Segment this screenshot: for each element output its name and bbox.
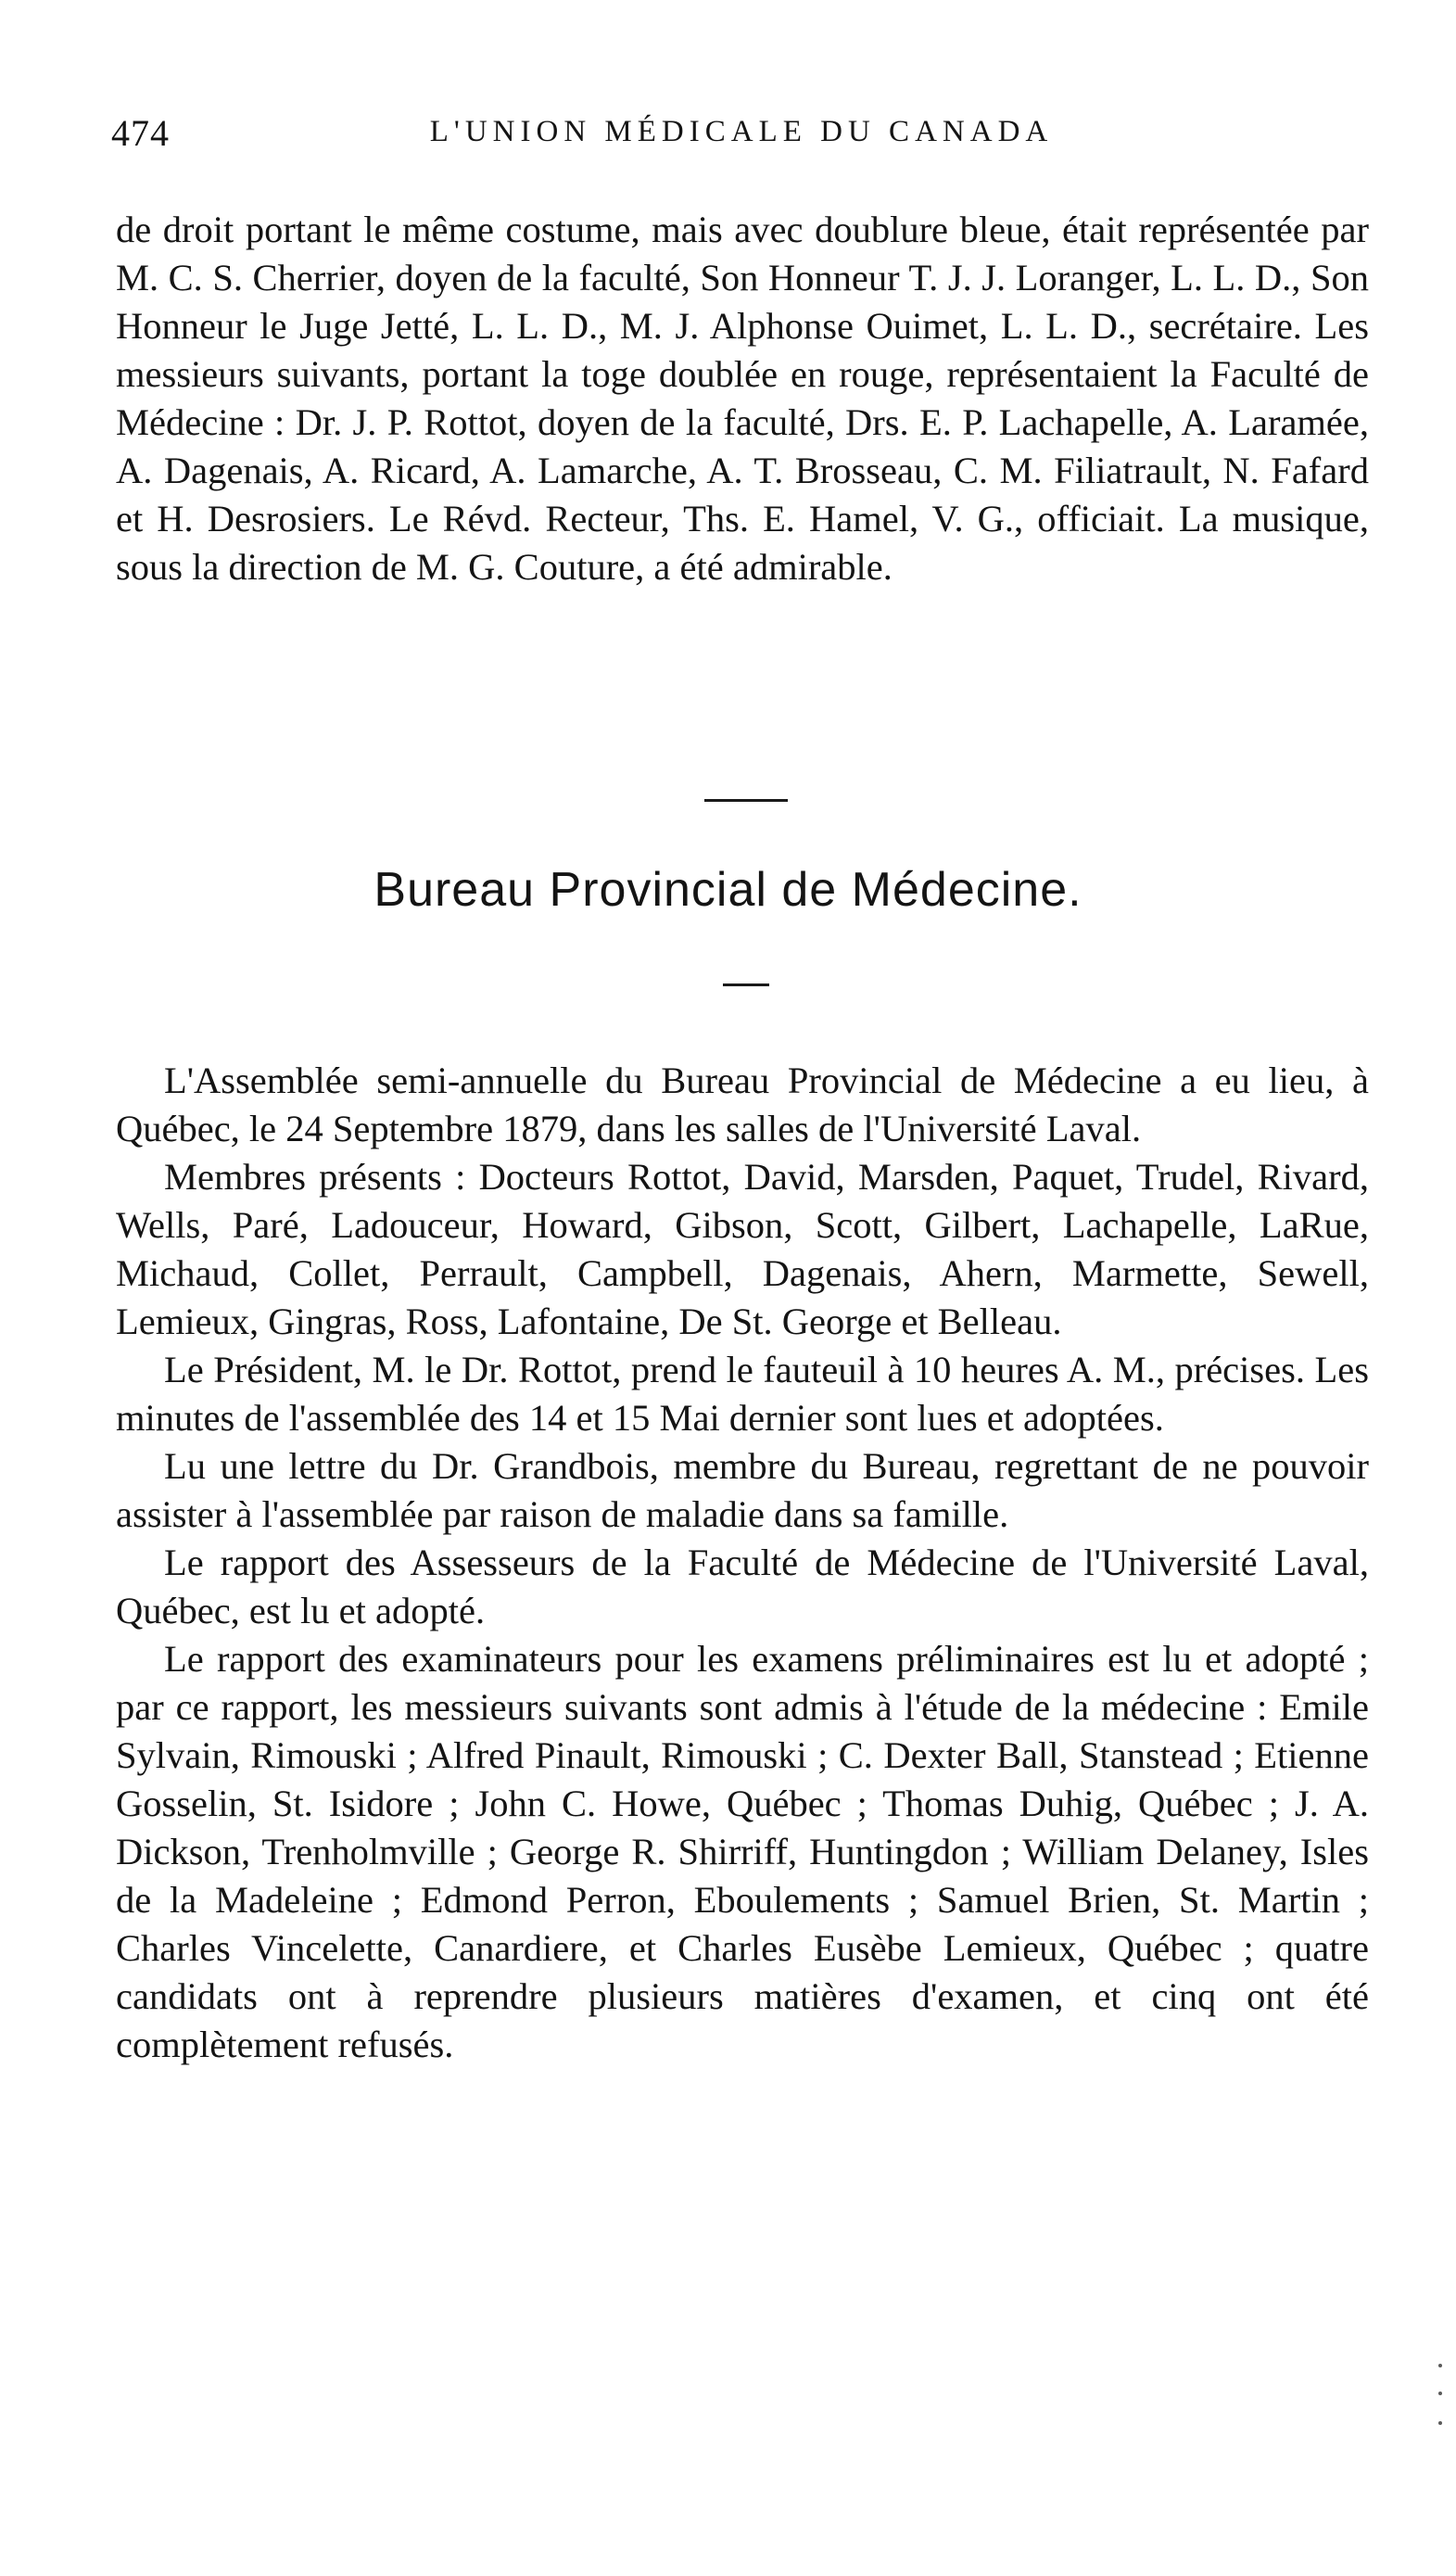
margin-speck xyxy=(1438,2392,1442,2395)
running-head xyxy=(111,111,1372,167)
continued-paragraph: de droit portant le même costume, mais avec doublure bleue, était représentée par M. C. S. Cherrier, doyen de la faculté, Son Honneur T. J. J. Loranger, L. L. D., Son Honneur le Juge Jetté, L. L. D., M. J. Alphonse Ouimet, L. L. D., secrétaire. Les messieurs suivants, portant la toge doublée en rouge, représentaient la Faculté de Médecine : Dr. J. P. Rottot, doyen de la faculté, Drs. E. P. Lachapelle, A. Laramée, A. Dagenais, A. Ricard, A. Lamarche, A. T. Brosseau, C. M. Filiatrault, N. Fafard et H. Desrosiers. Le Révd. Recteur, Ths. E. Hamel, V. G., officiait. La musique, sous la direction de M. G. Couture, a été admirable. xyxy=(116,209,1369,588)
margin-speck xyxy=(1438,2421,1442,2425)
page-number: 474 xyxy=(111,112,170,154)
paragraph-assessors-report: Le rapport des Assesseurs de la Faculté de Médecine de l'Université Laval, Québec, est lu et adopté. xyxy=(116,1542,1369,1631)
section-body xyxy=(116,1057,1369,2069)
continued-paragraph-block xyxy=(116,206,1369,591)
section-divider-top xyxy=(704,799,788,802)
paragraph-members-present: Membres présents : Docteurs Rottot, David, Marsden, Paquet, Trudel, Rivard, Wells, Paré, Ladouceur, Howard, Gibson, Scott, Gilbert, Lachapelle, LaRue, Michaud, Collet, Perrault, Campbell, Dagenais, Ahern, Marmette, Sewell, Lemieux, Gingras, Ross, Lafontaine, De St. George et Belleau. xyxy=(116,1156,1369,1342)
journal-title: L'UNION MÉDICALE DU CANADA xyxy=(429,115,1054,148)
paragraph-assembly: L'Assemblée semi-annuelle du Bureau Provincial de Médecine a eu lieu, à Québec, le 24 Septembre 1879, dans les salles de l'Université Laval. xyxy=(116,1060,1369,1149)
margin-speck xyxy=(1438,2364,1442,2367)
paragraph-letter: Lu une lettre du Dr. Grandbois, membre du Bureau, regrettant de ne pouvoir assister à l'assemblée par raison de maladie dans sa famille. xyxy=(116,1445,1369,1535)
section-divider-bottom xyxy=(723,983,769,986)
section-heading: Bureau Provincial de Médecine. xyxy=(373,863,1083,917)
paragraph-president: Le Président, M. le Dr. Rottot, prend le fauteuil à 10 heures A. M., précises. Les minutes de l'assemblée des 14 et 15 Mai dernier sont lues et adoptées. xyxy=(116,1349,1369,1439)
paragraph-examiners-report: Le rapport des examinateurs pour les examens préliminaires est lu et adopté ; par ce rapport, les messieurs suivants sont admis à l'étude de la médecine : Emile Sylvain, Rimouski ; Alfred Pinault, Rimouski ; C. Dexter Ball, Stanstead ; Etienne Gosselin, St. Isidore ; John C. Howe, Québec ; Thomas Duhig, Québec ; J. A. Dickson, Trenholmville ; George R. Shirriff, Huntingdon ; William Delaney, Isles de la Madeleine ; Edmond Perron, Eboulements ; Samuel Brien, St. Martin ; Charles Vincelette, Canardiere, et Charles Eusèbe Lemieux, Québec ; quatre candidats ont à reprendre plusieurs matières d'examen, et cinq ont été complètement refusés. xyxy=(116,1638,1369,2065)
